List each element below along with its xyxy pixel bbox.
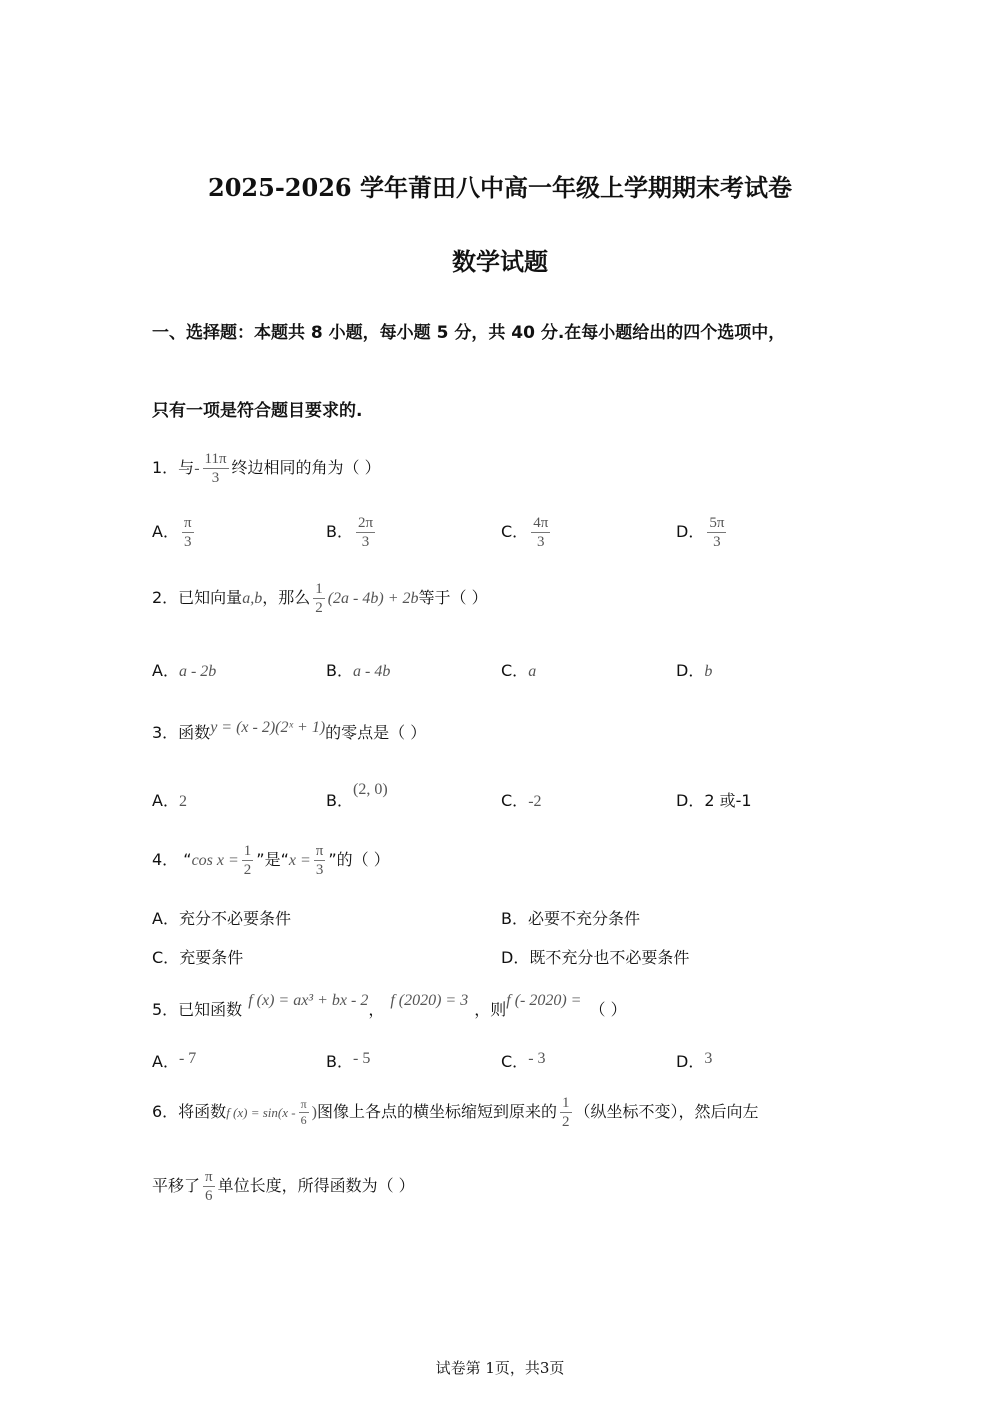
question-5-middle: ，则 <box>474 1000 507 1019</box>
question-6-tail: （纵坐标不变），然后向左 <box>574 1102 759 1121</box>
question-4-prefix: 4． “ <box>152 850 192 869</box>
question-6 <box>152 1094 759 1131</box>
question-5-suffix: （ ） <box>589 1000 627 1019</box>
q2-option-b[interactable] <box>326 658 390 681</box>
question-2-suffix: 等于（ ） <box>418 588 488 607</box>
question-5-sep: ， <box>368 1000 385 1019</box>
frac-den: 3 <box>713 534 721 550</box>
question-6-half <box>560 1094 572 1131</box>
option-fraction <box>531 514 550 551</box>
frac-num: π <box>315 843 324 859</box>
question-3-expression: y = (x - 2)(2ˣ + 1) <box>210 719 326 736</box>
question-3 <box>152 720 426 743</box>
frac-num: 1 <box>562 1095 570 1111</box>
question-1-frac-den: 3 <box>211 470 220 486</box>
option-label: D． <box>501 948 530 967</box>
frac-den: 6 <box>205 1188 213 1204</box>
question-4-expr2: x = <box>288 852 311 869</box>
q3-option-a[interactable] <box>152 788 187 811</box>
option-label: A． <box>152 661 179 680</box>
option-value: 2 或-1 <box>704 791 752 810</box>
q3-option-b[interactable] <box>326 781 388 811</box>
question-5-expr1: f (x) = ax³ + bx - 2 <box>248 992 369 1009</box>
question-1-prefix: 1．与 <box>152 458 195 477</box>
frac-den: 3 <box>361 534 370 550</box>
question-5-expr3: f (- 2020) = <box>506 992 582 1009</box>
question-3-prefix: 3．函数 <box>152 723 211 742</box>
question-6-line2-suffix: 单位长度，所得函数为（ ） <box>217 1176 415 1195</box>
option-label: C． <box>501 661 529 680</box>
option-fraction <box>182 514 194 551</box>
q2-option-a[interactable] <box>152 658 216 681</box>
option-fraction <box>707 514 726 551</box>
option-label: D． <box>676 661 705 680</box>
option-label: B． <box>326 661 353 680</box>
question-2-half <box>313 580 325 617</box>
option-value: - 3 <box>528 1050 546 1067</box>
frac-num: π <box>300 1097 307 1111</box>
frac-num: π <box>205 1169 213 1185</box>
question-1-fraction <box>203 450 229 487</box>
question-1-suffix: 终边相同的角为（ ） <box>231 458 381 477</box>
option-value: -2 <box>528 793 542 810</box>
section-heading-line2: 只有一项是符合题目要求的. <box>152 401 363 421</box>
frac-num: 4π <box>533 515 549 531</box>
q1-option-a[interactable] <box>152 514 197 551</box>
question-4 <box>152 842 390 879</box>
option-fraction <box>356 514 375 551</box>
frac-den: 2 <box>562 1114 570 1130</box>
q1-option-c[interactable] <box>501 514 553 551</box>
option-value: b <box>704 663 713 680</box>
option-value: 既不充分也不必要条件 <box>529 948 690 967</box>
option-label: B． <box>326 791 353 810</box>
option-label: B． <box>501 909 528 928</box>
option-label: B． <box>326 522 353 541</box>
question-4-expr1: cos x = <box>191 852 239 869</box>
option-label: C． <box>501 791 529 810</box>
question-6-mid: 图像上各点的横坐标缩短到原来的 <box>317 1102 558 1121</box>
frac-den: 3 <box>536 534 545 550</box>
q4-option-d[interactable] <box>501 945 689 968</box>
question-4-middle: ”是“ <box>256 850 289 869</box>
frac-den: 3 <box>183 534 192 550</box>
frac-den: 3 <box>315 862 324 878</box>
exam-title: 2025-2026 学年莆田八中高一年级上学期期末考试卷 <box>208 173 792 202</box>
option-label: C． <box>501 1052 529 1071</box>
q5-option-d[interactable] <box>676 1049 712 1072</box>
question-4-frac2 <box>314 842 326 879</box>
q5-option-b[interactable] <box>326 1049 370 1072</box>
frac-num: 2π <box>357 515 374 531</box>
option-value: - 5 <box>352 1050 371 1067</box>
q2-option-c[interactable] <box>501 658 536 681</box>
frac-num: 5π <box>709 515 725 531</box>
question-5-prefix: 5．已知函数 <box>152 1000 243 1019</box>
question-2 <box>152 580 488 617</box>
question-6-expr-close: ) <box>311 1104 317 1121</box>
question-5 <box>152 992 627 1020</box>
q4-option-b[interactable] <box>501 906 640 929</box>
option-value: a - 2b <box>178 663 217 680</box>
question-3-suffix: 的零点是（ ） <box>325 723 427 742</box>
frac-num: π <box>183 515 192 531</box>
frac-num: 1 <box>315 581 323 597</box>
option-value: 2 <box>178 793 187 810</box>
frac-den: 2 <box>243 862 252 878</box>
q3-option-d[interactable] <box>676 788 752 811</box>
question-6-shift <box>203 1168 215 1205</box>
question-4-frac1 <box>242 842 254 879</box>
question-6-expression: f (x) = sin(x - <box>226 1105 296 1120</box>
question-2-prefix: 2．已知向量 <box>152 588 243 607</box>
option-label: C． <box>152 948 180 967</box>
q2-option-d[interactable] <box>676 658 712 681</box>
question-5-expr2: f (2020) = 3 <box>390 992 469 1009</box>
question-4-suffix: ”的（ ） <box>328 850 390 869</box>
question-1-minus: - <box>194 460 200 477</box>
option-value: a - 4b <box>352 663 391 680</box>
q1-option-b[interactable] <box>326 514 378 551</box>
frac-den: 6 <box>300 1113 307 1127</box>
exam-subtitle: 数学试题 <box>452 247 548 276</box>
option-value: 3 <box>704 1050 713 1067</box>
question-2-expression: (2a - 4b) + 2b <box>327 590 419 607</box>
question-6-prefix: 6．将函数 <box>152 1102 227 1121</box>
question-1 <box>152 450 381 487</box>
question-6-line2 <box>152 1168 415 1205</box>
option-value: 必要不充分条件 <box>527 909 640 928</box>
q3-option-c[interactable] <box>501 788 542 811</box>
option-label: C． <box>501 522 529 541</box>
option-value: - 7 <box>178 1050 197 1067</box>
option-label: A． <box>152 909 179 928</box>
frac-num: 1 <box>243 843 252 859</box>
option-label: D． <box>676 791 705 810</box>
option-label: A． <box>152 791 179 810</box>
q4-option-a[interactable] <box>152 906 291 929</box>
option-label: A． <box>152 522 179 541</box>
option-label: A． <box>152 1052 179 1071</box>
question-1-frac-num: 11π <box>204 451 227 467</box>
question-6-line2-prefix: 平移了 <box>152 1176 201 1195</box>
option-label: D． <box>676 522 705 541</box>
q5-option-c[interactable] <box>501 1049 546 1072</box>
question-2-vectors: a,b <box>242 590 263 607</box>
option-label: B． <box>326 1052 353 1071</box>
option-value: 充分不必要条件 <box>178 909 291 928</box>
option-value: (2, 0) <box>352 781 388 798</box>
option-value: a <box>528 663 537 680</box>
q5-option-a[interactable] <box>152 1049 196 1072</box>
frac-den: 2 <box>315 600 323 616</box>
question-6-expr-frac <box>299 1097 309 1128</box>
option-label: D． <box>676 1052 705 1071</box>
section-heading-line1: 一、选择题：本题共 8 小题，每小题 5 分，共 40 分.在每小题给出的四个选项中， <box>152 323 786 343</box>
q4-option-c[interactable] <box>152 945 243 968</box>
page-footer: 试卷第 1页，共3页 <box>435 1359 565 1377</box>
q1-option-d[interactable] <box>676 514 729 551</box>
option-value: 充要条件 <box>179 948 244 967</box>
question-2-middle: ，那么 <box>262 588 311 607</box>
